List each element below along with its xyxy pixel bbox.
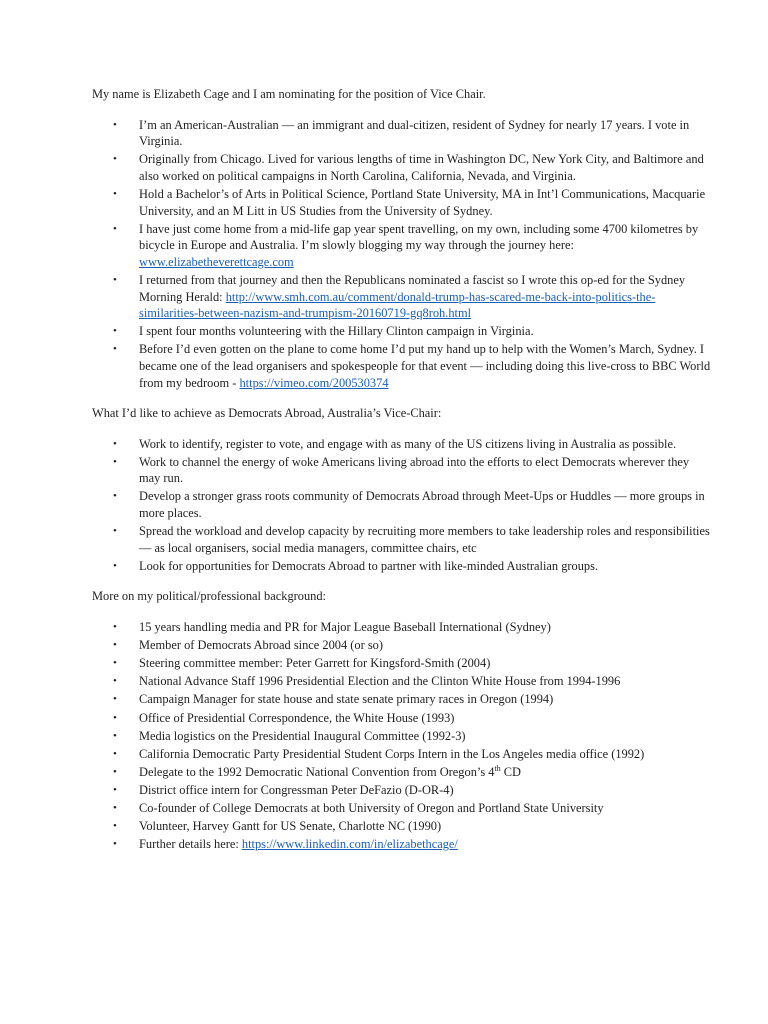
background-detail-item — [92, 691, 712, 708]
list-item-text: Look for opportunities for Democrats Abroad to partner with like-minded Australian groups. — [139, 558, 599, 573]
bullet-icon: • — [113, 711, 117, 724]
bullet-icon: • — [113, 118, 117, 131]
bullet-icon: • — [113, 455, 117, 468]
bullet-icon: • — [113, 639, 117, 652]
background-detail-item — [92, 818, 712, 835]
background-detail-item — [92, 728, 712, 745]
list-item-text: Campaign Manager for state house and state senate primary races in Oregon (1994) — [139, 692, 554, 707]
bullet-icon: • — [113, 222, 117, 235]
background-item — [92, 186, 712, 219]
goal-item — [92, 436, 712, 453]
background-detail-item — [92, 619, 712, 636]
list-item-text: Volunteer, Harvey Gantt for US Senate, Charlotte NC (1990) — [139, 819, 442, 834]
list-item-text-after: CD — [500, 764, 521, 779]
list-item-text: Further details here: — [139, 837, 242, 852]
list-item-text: California Democratic Party Presidential Student Corps Intern in the Los Angeles media office (1992) — [139, 746, 645, 761]
bullet-icon: • — [113, 783, 117, 796]
background-item — [92, 221, 712, 271]
list-item-text: Steering committee member: Peter Garrett for Kingsford-Smith (2004) — [139, 656, 491, 671]
bullet-icon: • — [113, 153, 117, 166]
external-link[interactable]: www.elizabetheverettcage.com — [139, 254, 294, 269]
background-detail-item — [92, 673, 712, 690]
goal-item — [92, 488, 712, 521]
background-detail-item — [92, 836, 712, 853]
goal-item — [92, 454, 712, 487]
list-item-text: I’m an American-Australian — an immigrant and dual-citizen, resident of Sydney for nearly 17 years. I vote in Virginia. — [139, 117, 690, 149]
bullet-icon: • — [113, 729, 117, 742]
bullet-icon: • — [113, 525, 117, 538]
list-item-text: 15 years handling media and PR for Major League Baseball International (Sydney) — [139, 620, 551, 635]
background-detail-item — [92, 710, 712, 727]
list-item-text: National Advance Staff 1996 Presidential Election and the Clinton White House from 1994-1996 — [139, 674, 621, 689]
background-item — [92, 117, 712, 150]
bullet-icon: • — [113, 343, 117, 356]
bullet-icon: • — [113, 621, 117, 634]
bullet-icon: • — [113, 273, 117, 286]
list-item-text: Office of Presidential Correspondence, the White House (1993) — [139, 710, 455, 725]
background-detail-item — [92, 800, 712, 817]
bullet-icon: • — [113, 801, 117, 814]
bullet-icon: • — [113, 675, 117, 688]
list-item-text: Originally from Chicago. Lived for various lengths of time in Washington DC, New York City, and Baltimore and also worked on political campaigns in North Carolina, California, Nevada, and Virginia. — [139, 152, 704, 183]
bullet-icon: • — [113, 765, 117, 778]
background-detail-item — [92, 655, 712, 672]
bullet-icon: • — [113, 559, 117, 572]
list-item-text: Media logistics on the Presidential Inaugural Committee (1992-3) — [139, 728, 466, 743]
list-item-text: Before I’d even gotten on the plane to come home I’d put my hand up to help with the Women’s March, Sydney. I became one of the lead organisers and spokespeople for that event — including doing this live-cross to BBC World from my bedroom - — [139, 342, 711, 390]
bullet-icon: • — [113, 187, 117, 200]
bullet-icon: • — [113, 657, 117, 670]
list-item-text: I returned from that journey and then the Republicans nominated a fascist so I wrote this op-ed for the Sydney Morning Herald: — [139, 272, 686, 304]
external-link[interactable]: http://www.smh.com.au/comment/donald-trump-has-scared-me-back-into-politics-the-similarities-between-nazism-and-trumpism-20160719-gq8roh.html — [139, 289, 656, 321]
background-item — [92, 272, 712, 322]
list-item-text: District office intern for Congressman Peter DeFazio (D-OR-4) — [139, 782, 454, 797]
bullet-icon: • — [113, 490, 117, 503]
background-item — [92, 341, 712, 391]
goals-heading: What I’d like to achieve as Democrats Abroad, Australia’s Vice-Chair: — [92, 406, 442, 421]
external-link[interactable]: https://www.linkedin.com/in/elizabethcage/ — [241, 837, 458, 852]
list-item-text: I have just come home from a mid-life gap year spent travelling, on my own, including some 4700 kilometres by bicycle in Europe and Australia. I’m slowly blogging my way through the journey here: — [139, 221, 699, 253]
goal-item — [92, 558, 712, 575]
background-detail-item — [92, 746, 712, 763]
ordinal-suffix: th — [494, 763, 501, 773]
list-item-text: Co-founder of College Democrats at both University of Oregon and Portland State University — [139, 800, 604, 815]
list-item-text: Member of Democrats Abroad since 2004 (or so) — [139, 638, 383, 653]
background-detail-item — [92, 764, 712, 781]
bullet-icon: • — [113, 693, 117, 706]
list-item-text: Hold a Bachelor’s of Arts in Political Science, Portland State University, MA in Int’l Communications, Macquarie University, and an M Litt in US Studies from the University of Sydney. — [139, 186, 706, 218]
list-item-text: Work to identify, register to vote, and engage with as many of the US citizens living in Australia as possible. — [139, 436, 677, 451]
list-item-text: Spread the workload and develop capacity by recruiting more members to take leadership roles and responsibilities — as local organisers, social media managers, committee chairs, etc — [139, 524, 710, 555]
background-item — [92, 323, 712, 340]
more-list — [92, 619, 712, 853]
bullet-icon: • — [113, 838, 117, 851]
background-detail-item — [92, 637, 712, 654]
document-body — [92, 86, 712, 867]
background-list — [92, 117, 712, 392]
bullet-icon: • — [113, 747, 117, 760]
more-heading: More on my political/professional background: — [92, 589, 326, 604]
list-item-text: I spent four months volunteering with the Hillary Clinton campaign in Virginia. — [139, 324, 534, 339]
background-item — [92, 151, 712, 184]
list-item-text: Delegate to the 1992 Democratic National Convention from Oregon’s 4 — [139, 764, 495, 779]
list-item-text: Develop a stronger grass roots community of Democrats Abroad through Meet-Ups or Huddles — more groups in more places. — [139, 489, 705, 521]
bullet-icon: • — [113, 437, 117, 450]
bullet-icon: • — [113, 820, 117, 833]
list-item-text: Work to channel the energy of woke Americans living abroad into the efforts to elect Democrats wherever they may run. — [139, 454, 690, 486]
external-link[interactable]: https://vimeo.com/200530374 — [239, 375, 389, 390]
bullet-icon: • — [113, 325, 117, 338]
goal-item — [92, 523, 712, 556]
background-detail-item — [92, 782, 712, 799]
intro-paragraph: My name is Elizabeth Cage and I am nominating for the position of Vice Chair. — [92, 87, 486, 101]
goals-list — [92, 436, 712, 575]
